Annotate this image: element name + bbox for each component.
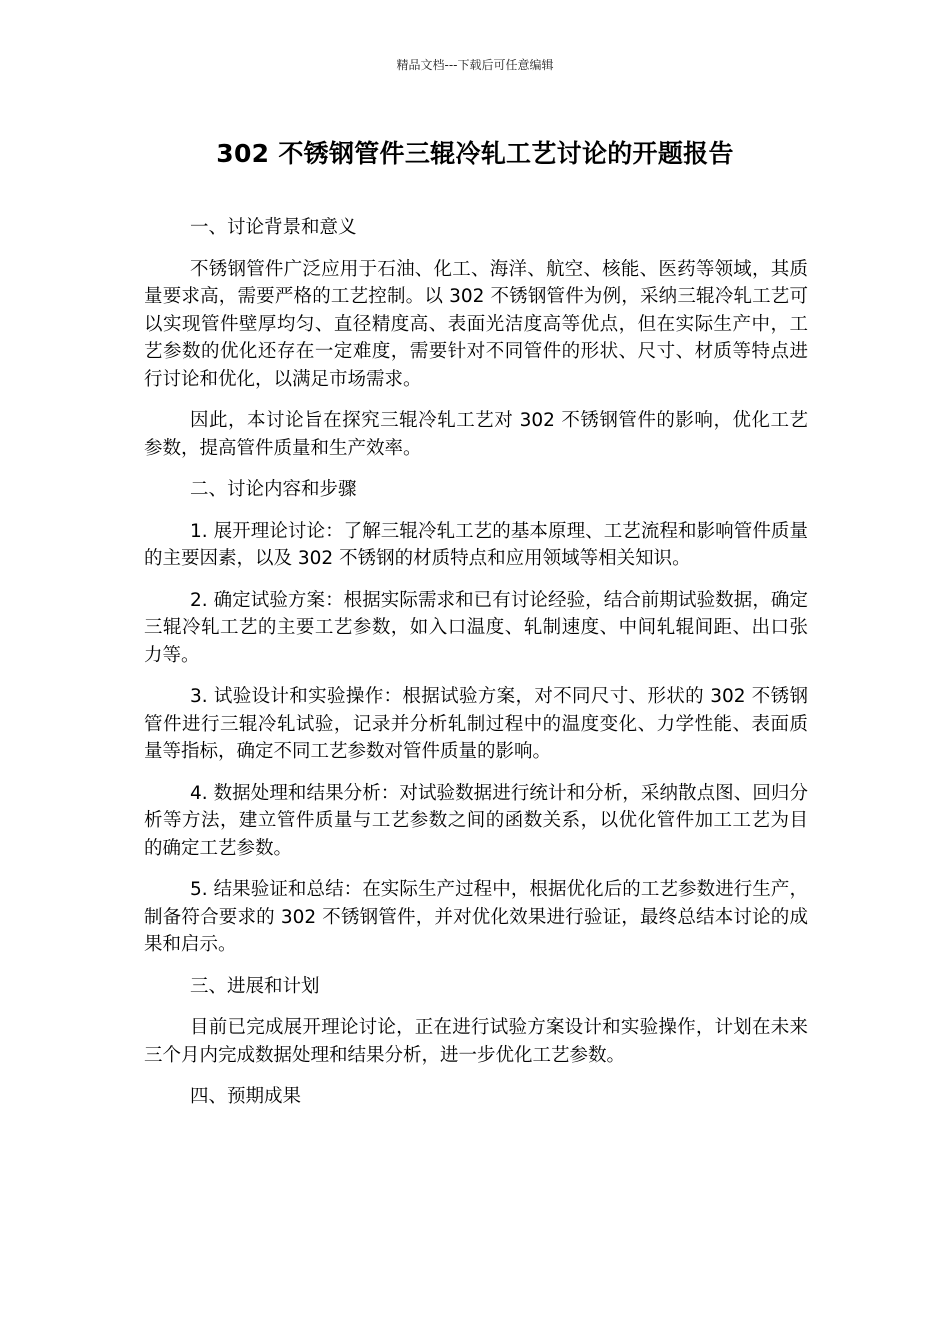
section-heading-expected-results: 四、预期成果 bbox=[190, 1086, 302, 1107]
section-heading-progress-plan: 三、进展和计划 bbox=[190, 975, 320, 997]
section-heading-background: 一、讨论背景和意义 bbox=[190, 217, 357, 238]
document-body bbox=[144, 214, 808, 1125]
section-heading-content-steps: 二、讨论内容和步骤 bbox=[190, 479, 357, 500]
paragraph-progress: 目前已完成展开理论讨论，正在进行试验方案设计和实验操作，计划在未来三个月内完成数据处理和结果分析，进一步优化工艺参数。 bbox=[144, 1017, 808, 1066]
step-item-3: 3. 试验设计和实验操作：根据试验方案，对不同尺寸、形状的 302 不锈钢管件进行三辊冷轧试验，记录并分析轧制过程中的温度变化、力学性能、表面质量等指标，确定不同工艺参数对管件质量的影响。 bbox=[144, 686, 808, 762]
step-item-1: 1. 展开理论讨论：了解三辊冷轧工艺的基本原理、工艺流程和影响管件质量的主要因素，以及 302 不锈钢的材质特点和应用领域等相关知识。 bbox=[144, 520, 808, 569]
step-item-4: 4. 数据处理和结果分析：对试验数据进行统计和分析，采纳散点图、回归分析等方法，建立管件质量与工艺参数之间的函数关系，以优化管件加工工艺为目的确定工艺参数。 bbox=[144, 782, 808, 859]
step-item-5: 5. 结果验证和总结：在实际生产过程中，根据优化后的工艺参数进行生产，制备符合要求的 302 不锈钢管件，并对优化效果进行验证，最终总结本讨论的成果和启示。 bbox=[144, 879, 808, 955]
paragraph-background: 不锈钢管件广泛应用于石油、化工、海洋、航空、核能、医药等领域，其质量要求高，需要严格的工艺控制。以 302 不锈钢管件为例，采纳三辊冷轧工艺可以实现管件壁厚均匀、直径精度高、表面光洁度高等优点，但在实际生产中，工艺参数的优化还存在一定难度，需要针对不同管件的形状、尺寸、材质等特点进行讨论和优化，以满足市场需求。 bbox=[144, 258, 808, 390]
page-header: 精品文档---下载后可任意编辑 bbox=[396, 58, 554, 72]
paragraph-purpose: 因此，本讨论旨在探究三辊冷轧工艺对 302 不锈钢管件的影响，优化工艺参数，提高管件质量和生产效率。 bbox=[144, 410, 808, 459]
document-title: 302 不锈钢管件三辊冷轧工艺讨论的开题报告 bbox=[216, 139, 734, 168]
step-item-2: 2. 确定试验方案：根据实际需求和已有讨论经验，结合前期试验数据，确定三辊冷轧工艺的主要工艺参数，如入口温度、轧制速度、中间轧辊间距、出口张力等。 bbox=[144, 589, 808, 666]
